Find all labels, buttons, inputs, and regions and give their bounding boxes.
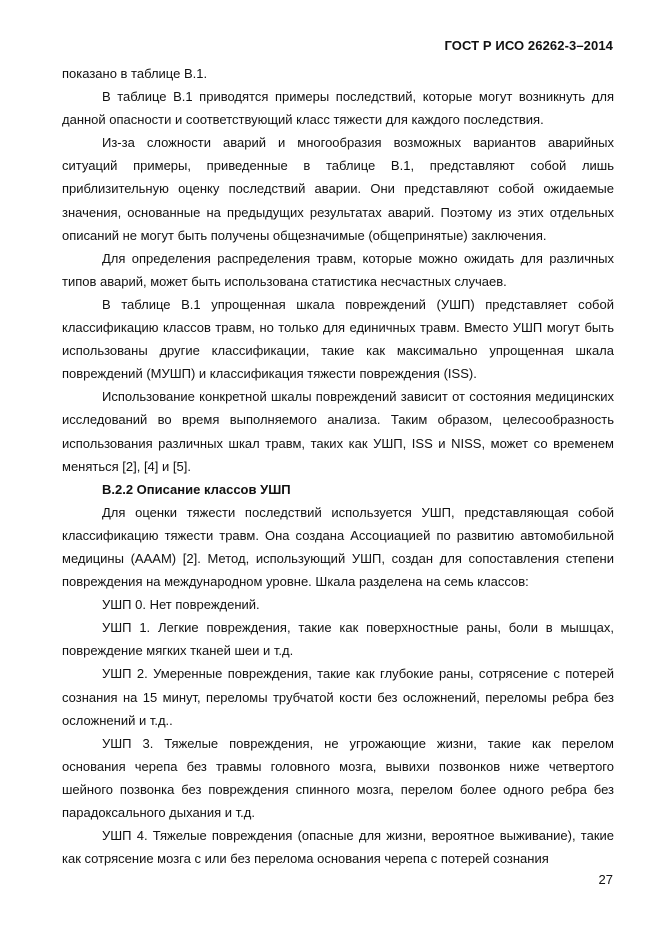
paragraph: УШП 0. Нет повреждений.: [102, 597, 260, 613]
paragraph: Использование конкретной шкалы повреждений зависит от состояния медицинских исследований во время выполняемого анализа. Таким образом, целесообразность использования различных шкал травм, таких как УШП, ISS и NISS, может со временем меняться [2], [4] и [5].: [62, 389, 614, 474]
paragraph: УШП 3. Тяжелые повреждения, не угрожающие жизни, такие как перелом основания черепа без травмы головного мозга, вывихи позвонков ниже четвертого шейного позвонка без повреждения спинного мозга, перелом более одного ребра без парадоксального дыхания и т.д.: [62, 735, 614, 820]
paragraph: В таблице В.1 упрощенная шкала повреждений (УШП) представляет собой классификацию классов травм, но только для единичных травм. Вместо УШП могут быть использованы другие классификации, такие как максимально упрощенная шкала повреждений (МУШП) и классификация тяжести повреждения (ISS).: [62, 296, 614, 382]
paragraph: В таблице В.1 приводятся примеры последствий, которые могут возникнуть для данной опасности и соответствующий класс тяжести для каждого последствия.: [62, 89, 614, 128]
page-number: 27: [598, 872, 613, 887]
page-body: [62, 62, 614, 870]
paragraph: Для оценки тяжести последствий используется УШП, представляющая собой классификацию тяжести травм. Она создана Ассоциацией по развитию автомобильной медицины (ААAM) [2]. Метод, использующий УШП, создан для сопоставления степени повреждения на международном уровне. Шкала разделена на семь классов:: [62, 504, 614, 590]
paragraph: Из-за сложности аварий и многообразия возможных вариантов аварийных ситуаций примеры, приведенные в таблице В.1, представляют собой лишь приблизительную оценку последствий аварии. Они представляют собой ожидаемые значения, основанные на предыдущих результатах аварий. Поэтому из этих отдельных описаний не могут быть получены общезначимые (общепринятые) заключения.: [62, 135, 614, 243]
paragraph: УШП 4. Тяжелые повреждения (опасные для жизни, вероятное выживание), такие как сотрясение мозга с или без перелома основания черепа с потерей сознания: [62, 828, 614, 867]
paragraph: УШП 2. Умеренные повреждения, такие как глубокие раны, сотрясение с потерей сознания на 15 минут, переломы трубчатой кости без осложнений, переломы ребра без осложнений и т.д..: [62, 666, 614, 728]
paragraph: Для определения распределения травм, которые можно ожидать для различных типов аварий, может быть использована статистика несчастных случаев.: [62, 250, 614, 289]
paragraph: УШП 1. Легкие повреждения, такие как поверхностные раны, боли в мышцах, повреждение мягких тканей шеи и т.д.: [62, 620, 614, 659]
paragraph: показано в таблице В.1.: [62, 66, 208, 81]
section-heading: В.2.2 Описание классов УШП: [102, 481, 291, 497]
document-header: ГОСТ Р ИСО 26262-3–2014: [444, 38, 613, 53]
